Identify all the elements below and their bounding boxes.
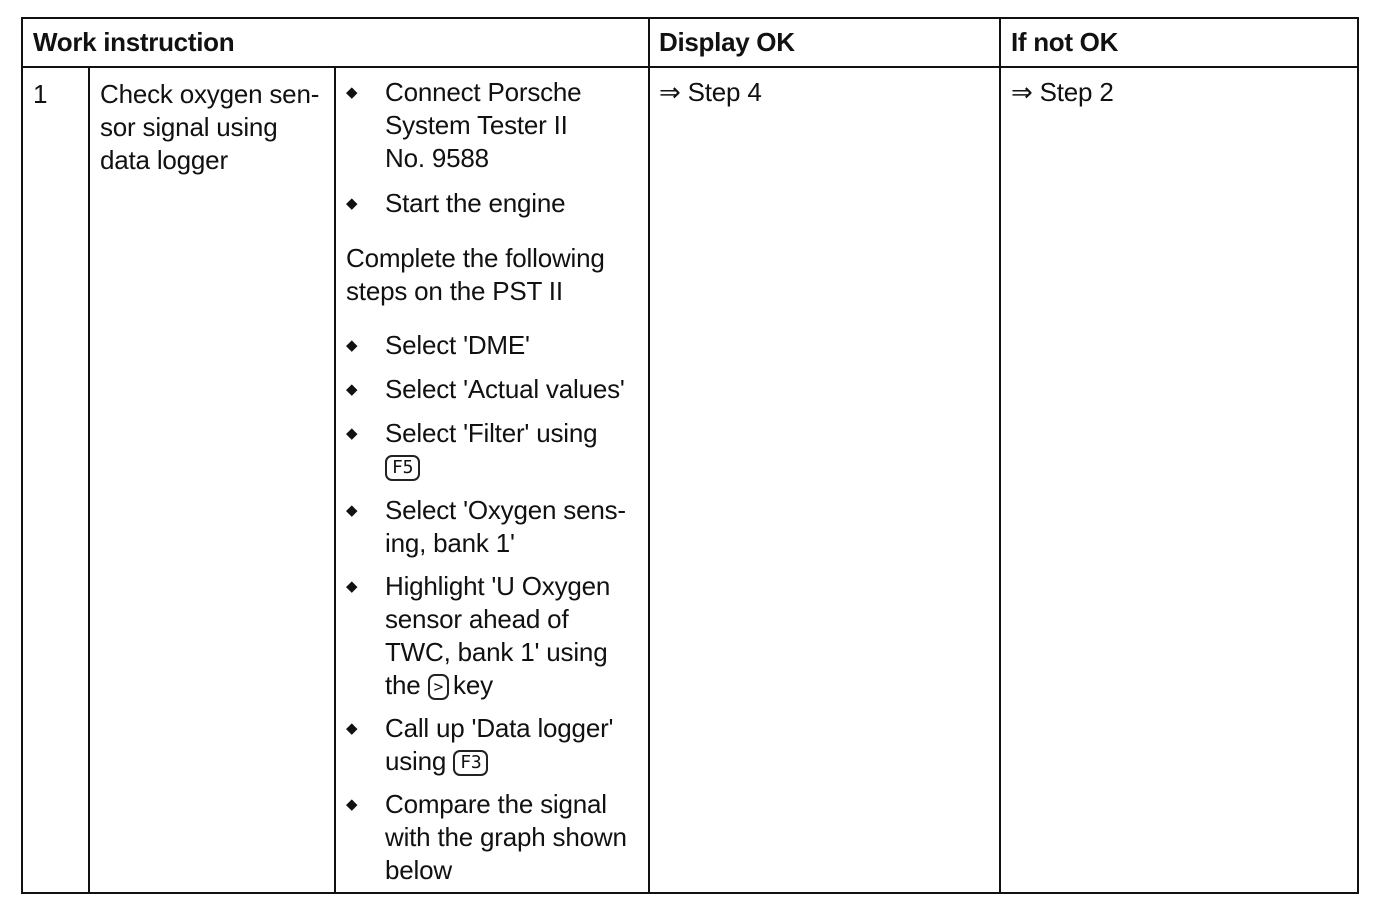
bullet-line: with the graph shown — [385, 822, 627, 852]
bullet-line: Highlight 'U Oxygen — [385, 571, 611, 601]
header-display-ok: Display OK — [659, 27, 795, 57]
table-divider — [88, 67, 90, 894]
task-description — [100, 78, 330, 177]
bullet-line: the — [385, 670, 421, 700]
bullet-line: System Tester II — [385, 110, 568, 140]
header-divider — [21, 66, 1359, 68]
bullet-line: below — [385, 855, 452, 885]
bullet-line: Connect Porsche — [385, 77, 582, 107]
table-divider — [999, 17, 1001, 894]
bullet-line: sensor ahead of — [385, 604, 569, 634]
header-if-not-ok: If not OK — [1011, 27, 1119, 57]
bullet-line: No. 9588 — [385, 143, 489, 173]
bullet-line: key — [453, 670, 493, 700]
bullet-line: using — [385, 746, 447, 776]
task-line: data logger — [100, 145, 228, 175]
bullet-diamond-icon: ◆ — [346, 337, 358, 354]
f3-key-icon: F3 — [453, 750, 488, 776]
task-line: sor signal using — [100, 112, 278, 142]
bullet-line: TWC, bank 1' using — [385, 637, 608, 667]
bullet-diamond-icon: ◆ — [346, 84, 358, 101]
bullet-line: ing, bank 1' — [385, 528, 515, 558]
bullet-line: Select 'Actual values' — [385, 374, 625, 404]
bullet-diamond-icon: ◆ — [346, 578, 358, 595]
bullet-diamond-icon: ◆ — [346, 381, 358, 398]
right-arrow-key-icon: > — [428, 674, 449, 700]
display-ok-result: ⇒ Step 4 — [659, 77, 762, 107]
table-divider — [334, 67, 336, 894]
bullet-diamond-icon: ◆ — [346, 502, 358, 519]
intro-line: steps on the PST II — [346, 276, 563, 306]
if-not-ok-result: ⇒ Step 2 — [1011, 77, 1114, 107]
bullet-line: Start the engine — [385, 188, 566, 218]
pst-intro-text — [346, 242, 646, 308]
task-line: Check oxygen sen- — [100, 79, 320, 109]
step-number: 1 — [33, 79, 48, 109]
bullet-line: Select 'Filter' using — [385, 418, 598, 448]
bullet-line: Select 'Oxygen sens- — [385, 495, 626, 525]
bullet-line: Call up 'Data logger' — [385, 713, 614, 743]
bullet-diamond-icon: ◆ — [346, 195, 358, 212]
bullet-line: Compare the signal — [385, 789, 607, 819]
bullet-line: Select 'DME' — [385, 330, 530, 360]
header-work-instruction: Work instruction — [33, 27, 235, 57]
bullet-diamond-icon: ◆ — [346, 425, 358, 442]
f5-key-icon: F5 — [385, 455, 420, 481]
bullet-diamond-icon: ◆ — [346, 720, 358, 737]
intro-line: Complete the following — [346, 243, 605, 273]
bullet-diamond-icon: ◆ — [346, 796, 358, 813]
